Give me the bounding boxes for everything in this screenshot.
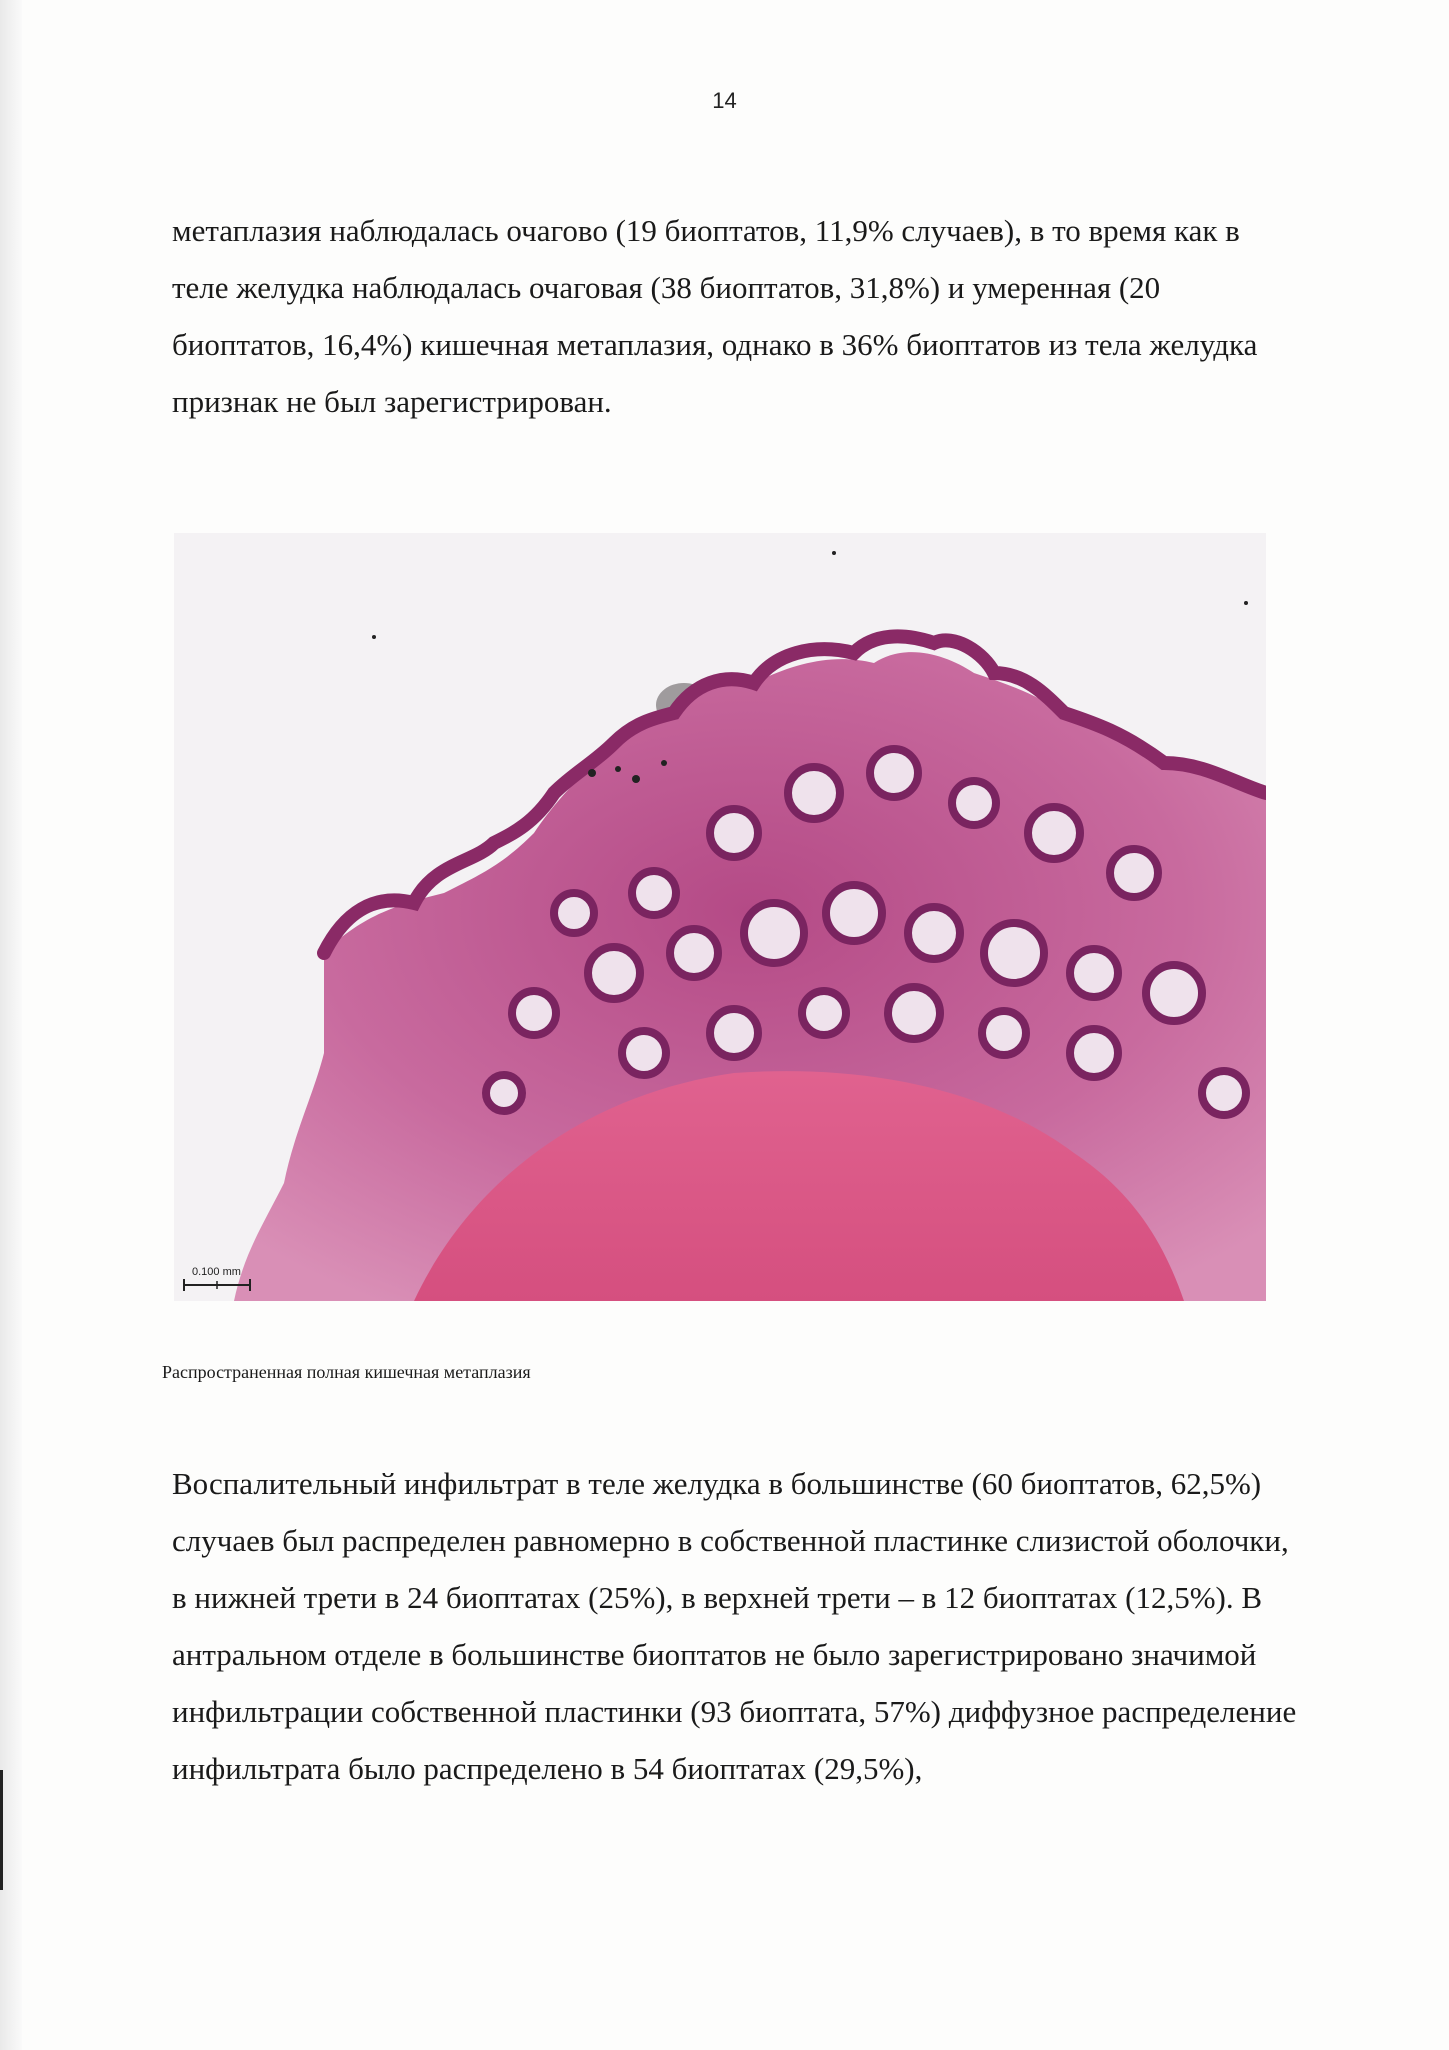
scan-artifact [0,1770,3,1890]
page-number: 14 [712,88,737,113]
paragraph: Воспалительный инфильтрат в теле желудка в большинстве (60 биоптатов, 62,5%) случаев был распределен равномерно в собственной пластинке слизистой оболочки, в нижней трети в 24 биоптатах (25%), в верхней трети – в 12 биоптатах (12,5%). В антральном отделе в большинстве биоптатов не было зарегистрировано значимой инфильтрации собственной пластинки (93 биоптата, 57%) диффузное распределение инфильтрата было распределено в 54 биоптатах (29,5%), [172,1466,1297,1786]
histology-image [174,533,1266,1301]
paragraph: метаплазия наблюдалась очагово (19 биоптатов, 11,9% случаев), в то время как в теле желудка наблюдалась очаговая (38 биоптатов, 31,8%) и умеренная (20 биоптатов, 16,4%) кишечная метаплазия, однако в 36% биоптатов из тела желудка признак не был зарегистрирован. [172,213,1258,419]
scale-bar-label: 0.100 mm [192,1266,241,1278]
scan-shadow [0,0,22,2050]
figure-caption: Распространенная полная кишечная метаплазия [162,1362,531,1382]
tissue-micrograph [174,533,1266,1301]
